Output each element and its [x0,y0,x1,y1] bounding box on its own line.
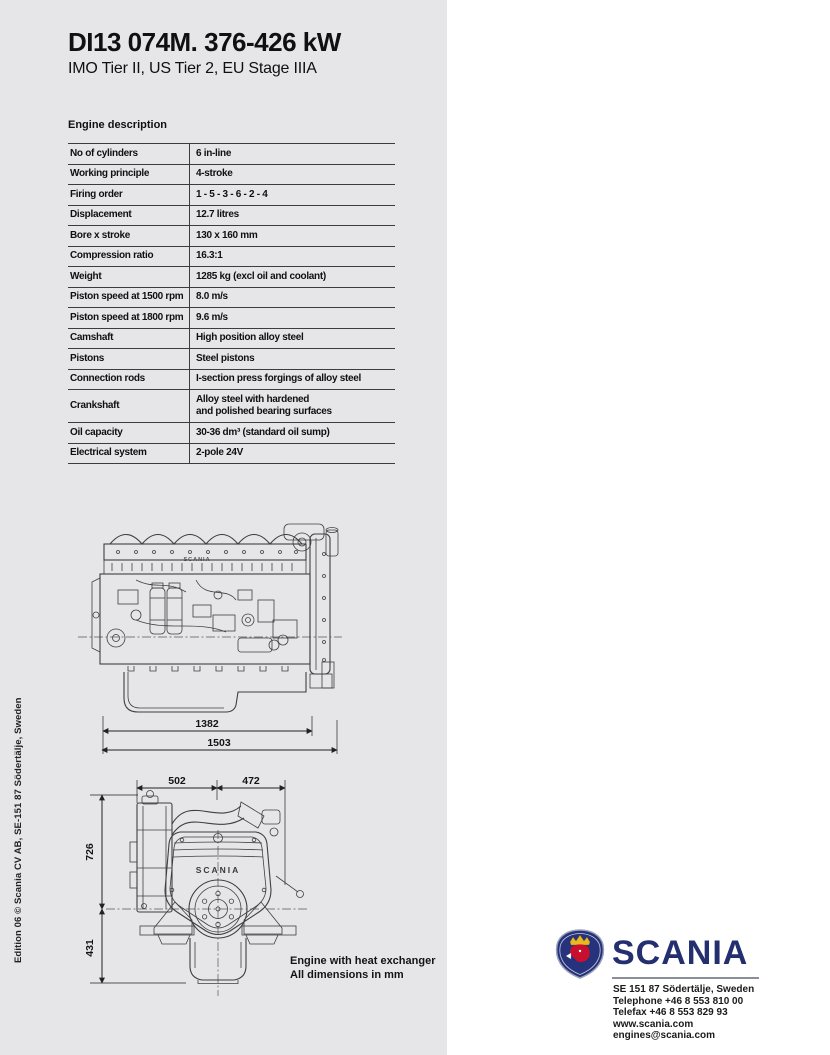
dim-label-472: 472 [242,775,260,787]
spec-row-value: 16.3:1 [190,247,395,268]
dim-label-502: 502 [168,775,186,787]
dim-label-726: 726 [84,843,96,861]
spec-row-value: 8.0 m/s [190,288,395,309]
caption-line1: Engine with heat exchanger [290,955,436,967]
footer-email-link[interactable]: engines@scania.com [613,1030,716,1042]
dim-label-431: 431 [84,939,96,957]
spec-row-label: Oil capacity [68,423,190,444]
footer-telefax: Telefax +46 8 553 829 93 [613,1007,728,1019]
spec-row-label: Compression ratio [68,247,190,268]
footer-website-link[interactable]: www.scania.com [613,1018,694,1030]
spec-row-value: 30-36 dm³ (standard oil sump) [190,423,395,444]
rail-clips [128,666,288,671]
spec-row-label: Crankshaft [68,390,190,423]
griffin-eye [579,950,581,952]
footer-divider [612,977,759,979]
spec-row-value: I-section press forgings of alloy steel [190,370,395,391]
spec-row-label: Connection rods [68,370,190,391]
spec-row-label: Piston speed at 1800 rpm [68,308,190,329]
spec-row-value: 9.6 m/s [190,308,395,329]
spec-row-label: Weight [68,267,190,288]
front-view-scania-lettering: SCANIA [195,865,241,875]
page-title: DI13 074M. 376-426 kW [68,27,341,57]
spec-row-label: Pistons [68,349,190,370]
spec-row-value: 130 x 160 mm [190,226,395,247]
spec-row-value: Alloy steel with hardened and polished bearing surfaces [190,390,395,423]
engine-spec-table [68,143,395,464]
spec-row-label: Firing order [68,185,190,206]
spec-row-value: 4-stroke [190,165,395,186]
spec-row-value: Steel pistons [190,349,395,370]
spec-row-label: Camshaft [68,329,190,350]
spec-row-value: 6 in-line [190,144,395,165]
edition-note: Edition 06 © Scania CV AB, SE-151 87 Södertälje, Sweden [13,697,24,963]
footer-telephone: Telephone +46 8 553 810 00 [613,995,744,1007]
footer-address: SE 151 87 Södertälje, Sweden [613,984,755,995]
spec-row-label: Piston speed at 1500 rpm [68,288,190,309]
block-components [107,580,297,652]
dim-label-1503: 1503 [207,737,231,749]
rear-bracket [310,674,332,688]
spec-row-value: 1285 kg (excl oil and coolant) [190,267,395,288]
engine-block [100,574,310,664]
dim-label-1382: 1382 [195,718,219,730]
injector-row [117,551,298,554]
spec-row-label: Bore x stroke [68,226,190,247]
spec-row-value: 1 - 5 - 3 - 6 - 2 - 4 [190,185,395,206]
exhaust-pipe [172,802,280,836]
scania-badge-logo [553,929,607,979]
spec-row-label: No of cylinders [68,144,190,165]
scania-wordmark: SCANIA [612,934,749,972]
footer-contact-block [613,984,754,1042]
page-subtitle: IMO Tier II, US Tier 2, EU Stage IIIA [68,60,317,77]
engine-description-heading: Engine description [68,119,168,131]
spec-row-value: High position alloy steel [190,329,395,350]
spec-row-value: 2-pole 24V [190,444,395,465]
dipstick [276,876,304,898]
valve-cover-humps [110,535,302,545]
side-view-scania-lettering: SCANIA [183,557,211,563]
engine-side-view-drawing [76,520,348,756]
engine-front-view-drawing [78,772,313,1004]
spec-row-label: Displacement [68,206,190,227]
drawing-caption [290,954,435,982]
spec-row-label: Working principle [68,165,190,186]
oil-pan [124,672,306,712]
spec-row-label: Electrical system [68,444,190,465]
fuel-rail-ticks [112,563,292,571]
caption-line2: All dimensions in mm [290,969,404,981]
spec-row-value: 12.7 litres [190,206,395,227]
